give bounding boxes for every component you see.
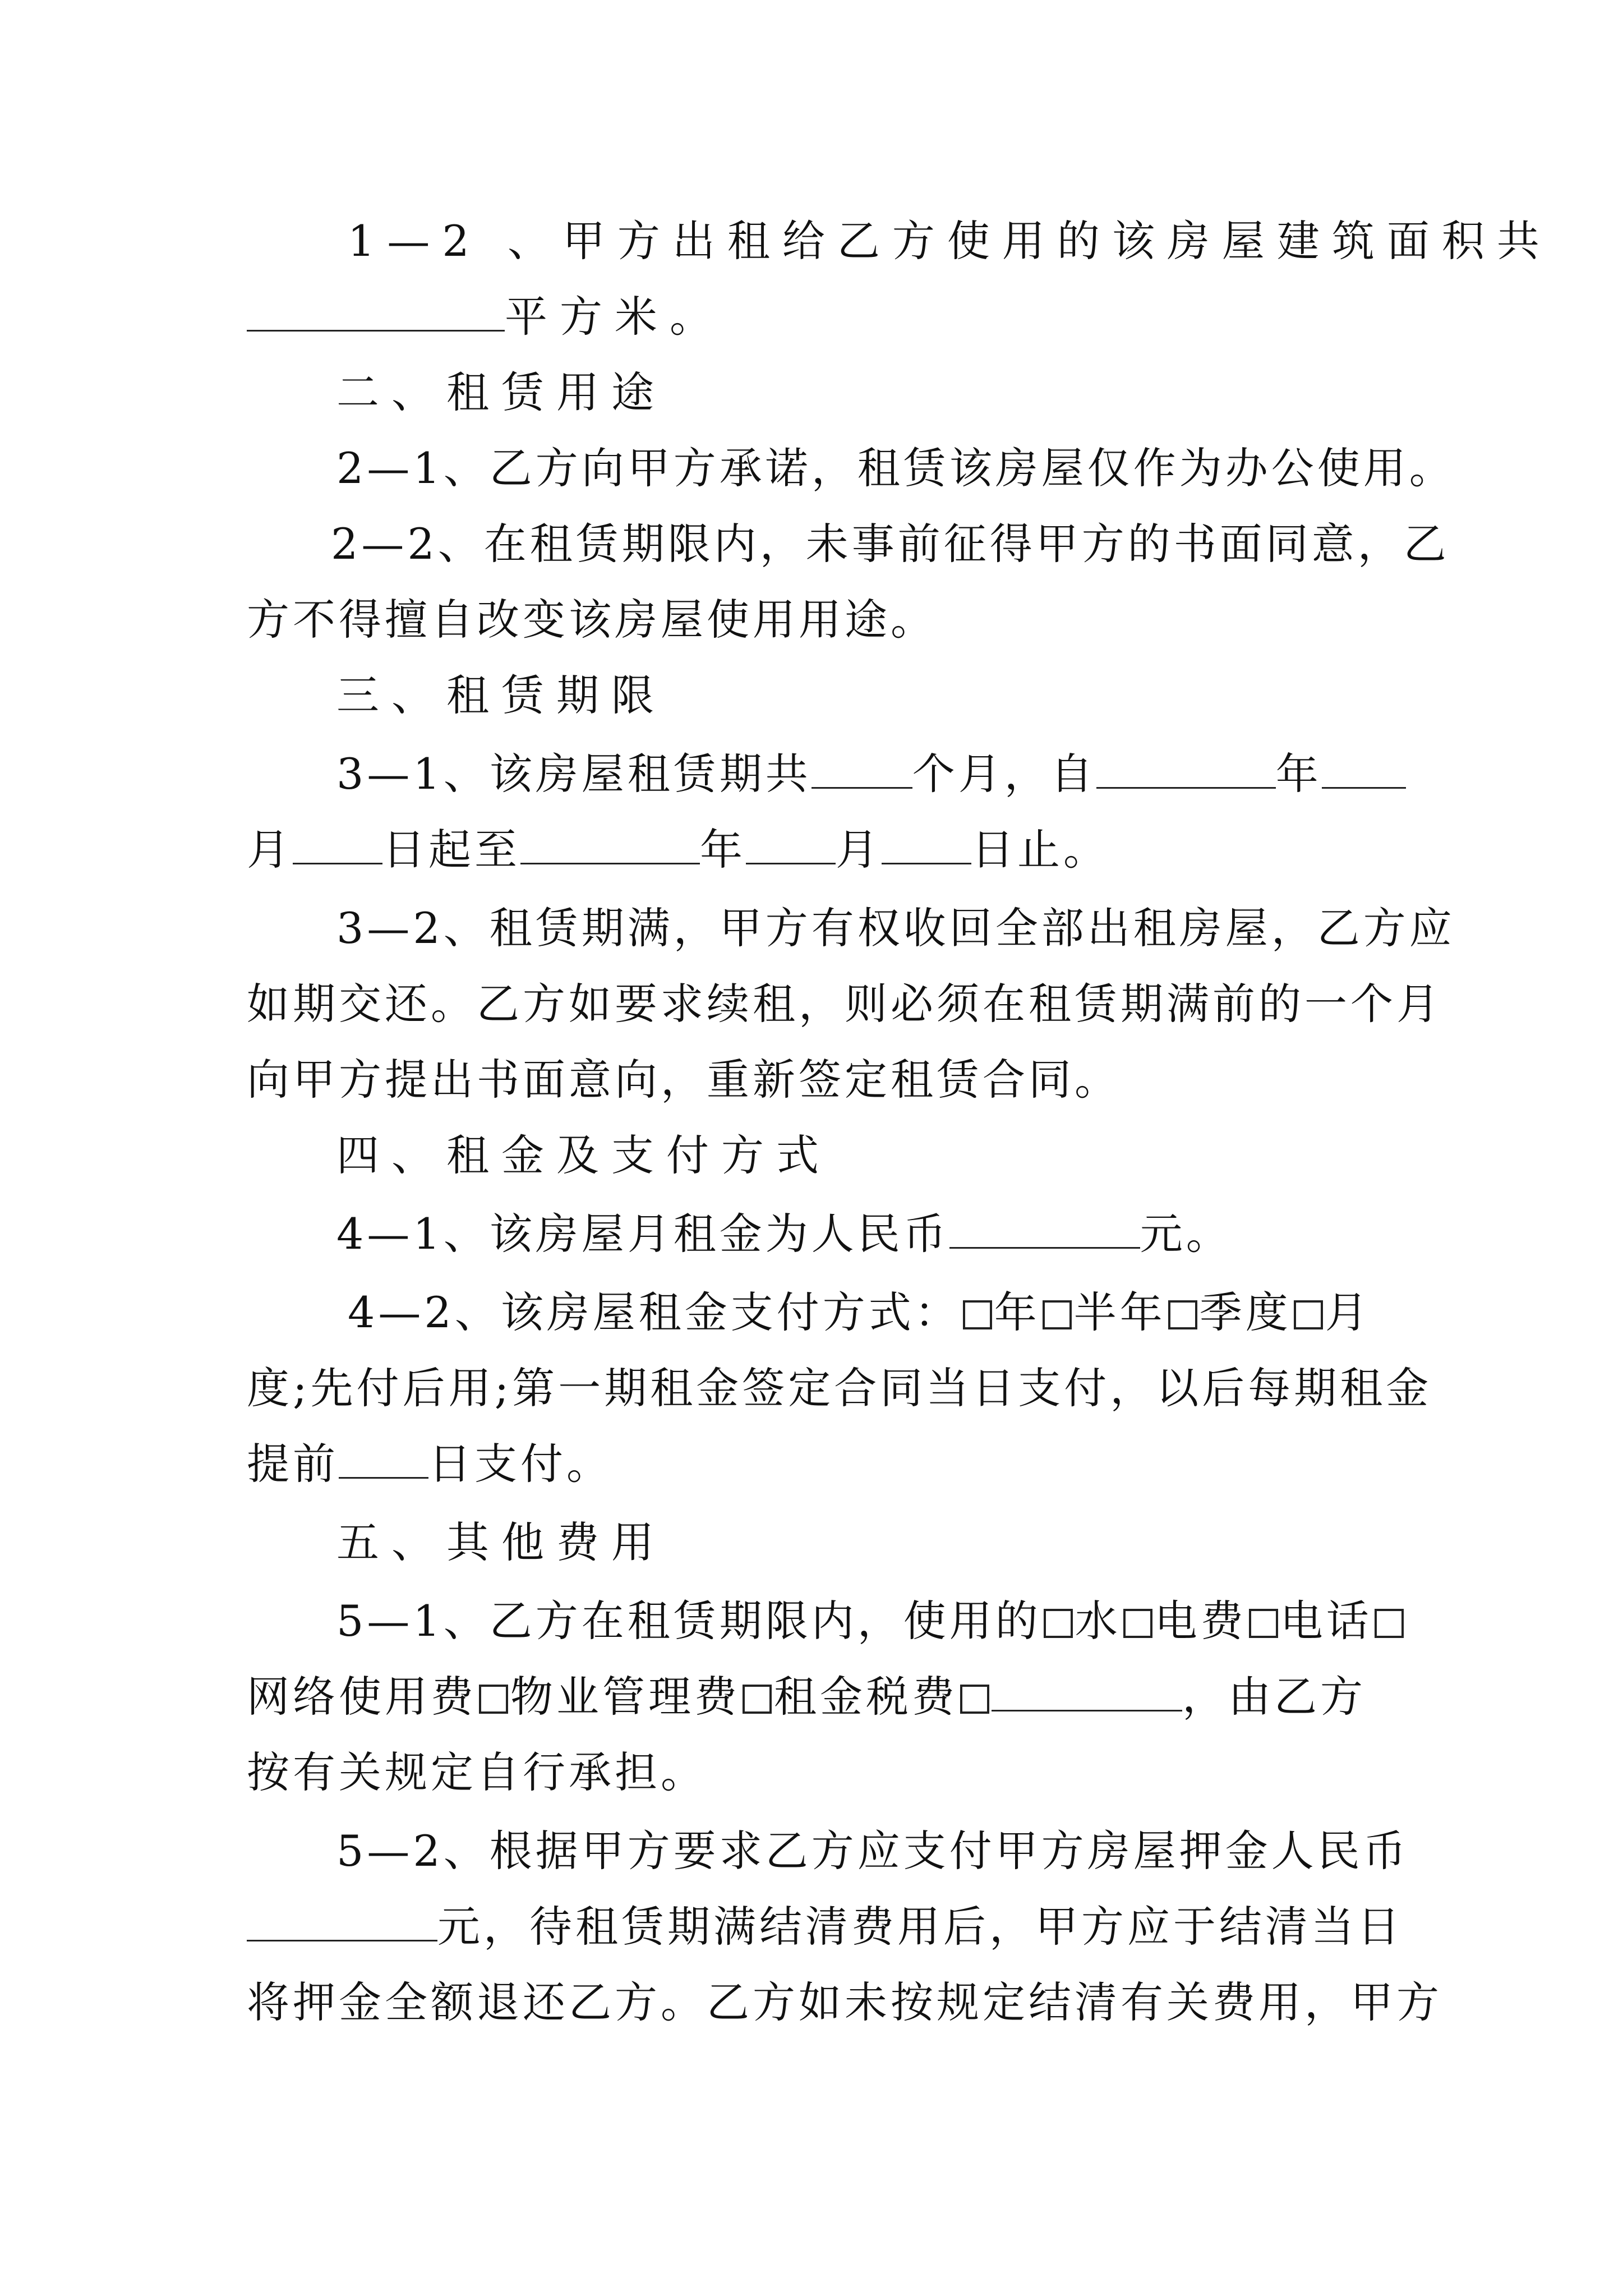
deposit-amount-blank <box>247 1901 437 1941</box>
paragraph-2-2-line-2 <box>247 592 1396 648</box>
advance-days-blank <box>339 1438 428 1479</box>
text: 日起至 <box>382 825 520 875</box>
option-label: 物业管理费 <box>510 1672 740 1722</box>
paragraph-4-2-line-1 <box>348 1285 1396 1341</box>
text: 年 <box>700 825 746 875</box>
text: 4—1、该房屋月租金为人民币 <box>336 1209 949 1259</box>
area-blank <box>247 291 505 332</box>
option-label: 半年 <box>1073 1287 1166 1337</box>
paragraph-5-1-line-1 <box>336 1593 1396 1649</box>
text: 平方米。 <box>505 292 725 342</box>
text: 提前 <box>247 1439 339 1489</box>
months-blank <box>811 748 912 789</box>
end-month-blank <box>746 823 836 864</box>
text: 3—1、该房屋租赁期共 <box>336 749 811 799</box>
start-year-blank <box>1096 748 1276 789</box>
checkbox-rent-tax <box>743 1685 772 1714</box>
text: 1—2 、甲方出租给乙方使用的该房屋建筑面积共 <box>348 216 1552 266</box>
paragraph-2-2-line-1 <box>331 516 1450 572</box>
checkbox-quarter <box>1168 1300 1197 1329</box>
section-3-title <box>336 668 1396 724</box>
other-fee-blank <box>992 1671 1182 1711</box>
section-5-title <box>336 1515 1396 1571</box>
checkbox-half-year <box>1043 1300 1072 1329</box>
paragraph-3-2-line-1 <box>336 900 1455 956</box>
paragraph-1-2-line-2 <box>247 289 1396 345</box>
option-label: 水 <box>1075 1596 1121 1646</box>
text: 个月，自 <box>912 749 1096 799</box>
checkbox-year <box>963 1300 992 1329</box>
text: 月 <box>836 825 882 875</box>
option-label: 电话 <box>1280 1596 1372 1646</box>
text: 按有关规定自行承担。 <box>247 1747 707 1797</box>
option-label: 月 <box>1325 1287 1371 1337</box>
text: 5—1、乙方在租赁期限内，使用的 <box>336 1596 1041 1646</box>
text: 5—2、根据甲方要求乙方应支付甲方房屋押金人民币 <box>336 1826 1409 1876</box>
text: 日支付。 <box>428 1439 612 1489</box>
paragraph-3-2-line-2 <box>247 976 1442 1032</box>
heading: 三、租赁期限 <box>336 670 666 720</box>
text: 元。 <box>1140 1209 1232 1259</box>
text: 3—2、租赁期满，甲方有权收回全部出租房屋，乙方应 <box>336 903 1455 953</box>
text: 度;先付后用;第一期租金签定合同当日支付，以后每期租金 <box>247 1363 1432 1413</box>
paragraph-4-1 <box>336 1206 1396 1262</box>
section-2-title <box>336 365 1396 421</box>
section-4-title <box>336 1128 1396 1184</box>
text: 月 <box>247 825 293 875</box>
text: 如期交还。乙方如要求续租，则必须在租赁期满前的一个月 <box>247 979 1442 1029</box>
checkbox-phone <box>1249 1609 1278 1638</box>
paragraph-5-2-line-3 <box>247 1975 1442 2031</box>
text: ，由乙方 <box>1182 1672 1366 1722</box>
paragraph-5-1-line-3 <box>247 1745 1396 1801</box>
text: 向甲方提出书面意向，重新签定租赁合同。 <box>247 1055 1121 1105</box>
paragraph-2-1 <box>336 440 1455 496</box>
paragraph-5-1-line-2 <box>247 1669 1396 1725</box>
start-month-blank <box>1322 748 1406 789</box>
checkbox-network <box>1375 1609 1404 1638</box>
heading: 二、租赁用途 <box>336 367 666 417</box>
checkbox-other <box>960 1685 989 1714</box>
checkbox-property-management <box>479 1685 508 1714</box>
end-year-blank <box>520 823 700 864</box>
paragraph-3-1-line-1 <box>336 746 1396 802</box>
text: 年 <box>1275 749 1322 799</box>
paragraph-4-2-line-3 <box>247 1436 1396 1492</box>
option-label: 年 <box>994 1287 1040 1337</box>
start-day-blank <box>293 823 382 864</box>
rent-amount-blank <box>949 1208 1140 1249</box>
text: 将押金全额退还乙方。乙方如未按规定结清有关费用，甲方 <box>247 1977 1442 2027</box>
paragraph-1-2-line-1 <box>348 213 1552 269</box>
text: 2—2、在租赁期限内，未事前征得甲方的书面同意，乙 <box>331 519 1450 569</box>
text: 2—1、乙方向甲方承诺，租赁该房屋仅作为办公使用。 <box>336 443 1455 493</box>
end-day-blank <box>882 823 971 864</box>
option-label: 网络使用费 <box>247 1672 477 1722</box>
paragraph-3-2-line-3 <box>247 1052 1396 1108</box>
checkbox-water <box>1044 1609 1073 1638</box>
heading: 四、租金及支付方式 <box>336 1130 831 1180</box>
paragraph-5-2-line-2 <box>247 1899 1403 1955</box>
text: 元，待租赁期满结清费用后，甲方应于结清当日 <box>437 1902 1403 1952</box>
paragraph-5-2-line-1 <box>336 1823 1409 1879</box>
heading: 五、其他费用 <box>336 1517 666 1567</box>
text: 日止。 <box>971 825 1109 875</box>
paragraph-3-1-line-2 <box>247 822 1396 878</box>
option-label: 电费 <box>1154 1596 1247 1646</box>
option-label: 租金税费 <box>774 1672 958 1722</box>
text: 4—2、该房屋租金支付方式： <box>348 1287 961 1337</box>
checkbox-electricity <box>1123 1609 1152 1638</box>
paragraph-4-2-line-2 <box>247 1360 1432 1416</box>
text: 方不得擅自改变该房屋使用用途。 <box>247 595 937 645</box>
checkbox-month <box>1294 1300 1323 1329</box>
option-label: 季度 <box>1199 1287 1292 1337</box>
